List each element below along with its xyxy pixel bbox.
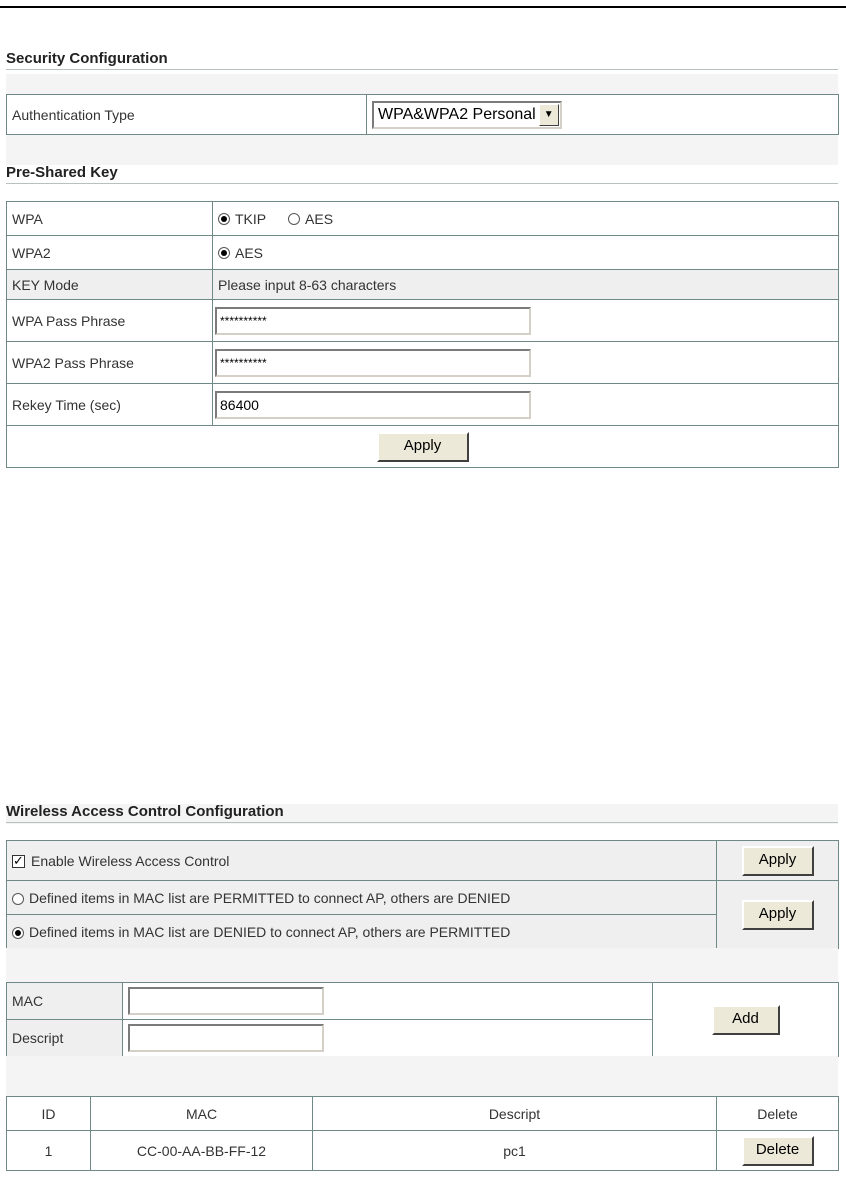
wac-title: Wireless Access Control Configuration [6,803,838,823]
wpa2-pass-label: WPA2 Pass Phrase [7,342,213,384]
wpa2-pass-cell [213,342,839,384]
add-button[interactable]: Add [712,1005,780,1035]
header-descript: Descript [313,1097,717,1131]
auth-type-cell [367,95,839,135]
header-delete: Delete [717,1097,839,1131]
permit-label: Defined items in MAC list are PERMITTED to connect AP, others are DENIED [29,889,511,906]
top-rule [0,6,846,8]
row-descript: pc1 [313,1131,717,1171]
chevron-down-icon[interactable]: ▼ [539,104,559,126]
desc-label: Descript [7,1020,123,1057]
rekey-label: Rekey Time (sec) [7,384,213,426]
check-icon: ✓ [13,853,24,869]
mac-label: MAC [7,983,123,1020]
table-row [7,1131,839,1171]
spacer-band [6,135,838,165]
wpa-pass-cell [213,300,839,342]
wpa-aes-radio[interactable] [288,213,300,225]
wpa2-label: WPA2 [7,236,213,270]
wpa2-aes-label: AES [235,245,264,262]
mac-input-cell [123,983,653,1020]
header-id: ID [7,1097,91,1131]
wac-apply-cell [717,841,839,881]
keymode-label: KEY Mode [7,270,213,300]
desc-input-cell [123,1020,653,1057]
auth-type-select[interactable] [372,101,562,129]
policy-apply-cell [717,881,839,949]
wpa-tkip-label: TKIP [235,211,267,228]
wpa2-pass-input[interactable]: ********** [215,349,531,377]
wpa2-cipher-cell [213,236,839,270]
security-config-title: Security Configuration [6,50,838,70]
permit-cell [7,881,717,915]
wac-enable-table [6,840,839,949]
mac-input[interactable] [128,987,324,1015]
wpa-label: WPA [7,202,213,236]
psk-apply-cell [7,426,839,468]
wpa-aes-label: AES [305,211,334,228]
spacer-band [6,74,838,94]
deny-cell [7,915,717,949]
psk-title: Pre-Shared Key [6,164,838,184]
delete-button[interactable]: Delete [742,1136,814,1166]
table-header-row [7,1097,839,1131]
permit-radio[interactable] [12,893,24,905]
auth-type-table [6,94,839,135]
spacer-band [6,948,838,982]
wac-apply-button[interactable]: Apply [742,846,814,876]
wpa2-aes-radio[interactable] [218,247,230,259]
keymode-value: Please input 8-63 characters [213,270,839,300]
wpa-pass-label: WPA Pass Phrase [7,300,213,342]
enable-wac-checkbox[interactable] [12,855,25,868]
desc-input[interactable] [128,1024,324,1052]
mac-entry-table [6,982,839,1057]
header-mac: MAC [91,1097,313,1131]
auth-type-label: Authentication Type [7,95,367,135]
row-mac: CC-00-AA-BB-FF-12 [91,1131,313,1171]
policy-apply-button[interactable]: Apply [742,900,814,930]
psk-table [6,201,839,468]
auth-type-value: WPA&WPA2 Personal [378,105,536,123]
wpa-tkip-radio[interactable] [218,213,230,225]
spacer-band [6,1056,838,1096]
rekey-cell [213,384,839,426]
psk-apply-button[interactable]: Apply [377,432,469,462]
add-cell [653,983,839,1057]
mac-list-table [6,1096,839,1171]
deny-label: Defined items in MAC list are DENIED to connect AP, others are PERMITTED [29,923,511,940]
row-id: 1 [7,1131,91,1171]
wac-enable-cell [7,841,717,881]
wpa-cipher-cell [213,202,839,236]
enable-wac-label: Enable Wireless Access Control [31,852,230,869]
row-delete-cell [717,1131,839,1171]
rekey-input[interactable]: 86400 [215,391,531,419]
deny-radio[interactable] [12,927,24,939]
wpa-pass-input[interactable]: ********** [215,307,531,335]
